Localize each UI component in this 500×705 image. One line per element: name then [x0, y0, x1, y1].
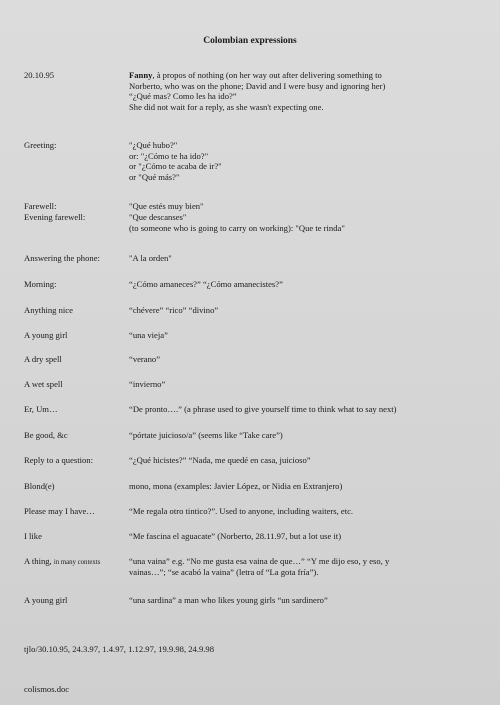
entry-content — [129, 70, 484, 112]
entry-content — [129, 305, 484, 316]
entry-line: or: "¿Cómo te ha ido?" — [129, 150, 209, 161]
entry-line: “una vieja” — [129, 330, 168, 340]
entry-content — [129, 253, 484, 264]
entry-content — [129, 595, 484, 606]
entry-line: “De pronto….” (a phrase used to give yourself time to think what to say next) — [129, 404, 397, 414]
entry-label — [24, 556, 128, 569]
entry-line: “Me fascina el aguacate” (Norberto, 28.11.97, but a lot use it) — [129, 531, 342, 541]
entry-label: Farewell: — [24, 201, 57, 211]
entry-label-small: in many contexts — [53, 559, 101, 566]
entry-line: (to someone who is going to carry on working): "Que te rinda" — [129, 222, 345, 233]
entry-label: A young girl — [24, 595, 68, 605]
entry-line: “una vaina” e.g. “No me gusta esa vaina de que…” “Y me dijo eso, y eso, y — [129, 556, 390, 566]
entry-label: A wet spell — [24, 379, 63, 389]
entry-content — [129, 354, 484, 365]
entry-label: Blond(e) — [24, 481, 55, 491]
entry-line: “pórtate juicioso/a” (seems like “Take care”) — [129, 430, 283, 440]
entry-line: mono, mona (examples: Javier López, or Nidia en Extranjero) — [129, 481, 343, 491]
footer-filename: colismos.doc — [24, 684, 70, 694]
entry-line: “¿Qué mas? Como les ha ido?” — [129, 91, 237, 102]
entry-line: "A la orden" — [129, 253, 172, 263]
entry-label: Morning: — [24, 279, 57, 289]
entry-line: "¿Qué hubo?" — [129, 140, 178, 150]
entry-content — [129, 379, 484, 390]
entry-line: "Que estés muy bien" — [129, 201, 204, 211]
entry-line: “invierno” — [129, 379, 166, 389]
entry-line: or "Qué más?" — [129, 171, 180, 182]
entry-content — [129, 279, 484, 290]
entry-label: Please may I have… — [24, 506, 95, 516]
name-fanny: Fanny — [129, 70, 153, 80]
entry-line: “una sardina” a man who likes young girls “un sardinero” — [129, 595, 328, 605]
entry-line: "Que descanses" — [129, 212, 187, 222]
entry-content — [129, 140, 484, 182]
entry-content — [129, 201, 484, 212]
page-title: Colombian expressions — [203, 36, 297, 46]
entry-content — [129, 455, 484, 466]
entry-label: 20.10.95 — [24, 70, 55, 80]
entry-content — [129, 531, 484, 542]
entry-line: “chévere” “rico” “divino” — [129, 305, 219, 315]
entry-label: Reply to a question: — [24, 455, 93, 465]
entry-line: vainas…”; “se acabó la vaina” (letra of “La gota fría”). — [129, 566, 319, 577]
entry-label: Er, Um… — [24, 404, 58, 414]
entry-label: Evening farewell: — [24, 212, 86, 222]
entry-content — [129, 430, 484, 441]
entry-content — [129, 506, 484, 517]
entry-line: “¿Cómo amaneces?” “¿Cómo amanecistes?” — [129, 279, 283, 289]
entry-content — [129, 330, 484, 341]
entry-line: “Me regala otro tintico?”. Used to anyone, including waiters, etc. — [129, 506, 354, 516]
footer-dates: tjlo/30.10.95, 24.3.97, 1.4.97, 1.12.97, 19.9.98, 24.9.98 — [24, 644, 215, 654]
entry-label-main: A thing, — [24, 556, 52, 566]
entry-line: Norberto, who was on the phone; David and I were busy and ignoring her) — [129, 80, 386, 91]
entry-label: I like — [24, 531, 42, 541]
entry-line: She did not wait for a reply, as she wasn't expecting one. — [129, 101, 324, 112]
entry-label: Answering the phone: — [24, 253, 100, 263]
entry-content — [129, 556, 484, 577]
entry-content — [129, 404, 484, 415]
entry-label: A dry spell — [24, 354, 62, 364]
entry-line-rest: , à propos of nothing (on her way out after delivering something to — [152, 70, 382, 80]
entry-line: “verano” — [129, 354, 161, 364]
entry-line — [129, 70, 484, 81]
entry-label: A young girl — [24, 330, 68, 340]
entry-line: or "¿Cómo te acaba de ir?" — [129, 161, 222, 172]
entry-label: Anything nice — [24, 305, 73, 315]
entry-content — [129, 212, 484, 233]
entry-label: Be good, &c — [24, 430, 68, 440]
entry-label: Greeting: — [24, 140, 57, 150]
entry-content — [129, 481, 484, 492]
entry-line: “¿Qué hicistes?” “Nada, me quedé en casa, juicioso” — [129, 455, 311, 465]
